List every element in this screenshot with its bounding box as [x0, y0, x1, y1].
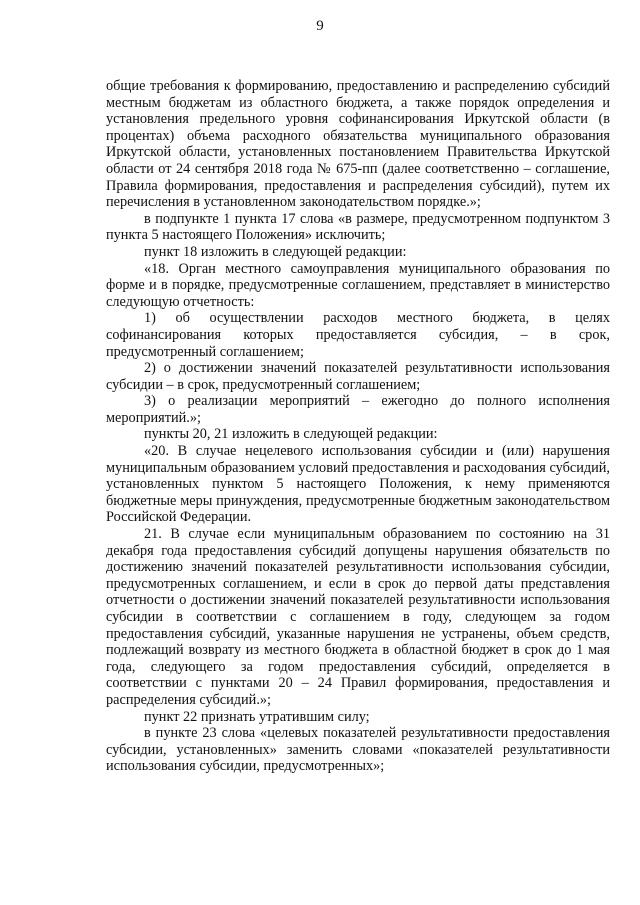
document-body — [106, 78, 610, 775]
paragraph-4: «18. Орган местного самоуправления муниципального образования по форме и в порядке, предусмотренные соглашением, представляет в министерство следующую отчетность: — [106, 260, 610, 310]
paragraph-12: в пункте 23 слова «целевых показателей результативности предоставления субсидии, установленных» заменить словами «показателей результативности использования субсидии, предусмотренных»; — [106, 725, 610, 775]
paragraph-3: пункт 18 изложить в следующей редакции: — [144, 243, 407, 260]
paragraph-2: в подпункте 1 пункта 17 слова «в размере, предусмотренном подпунктом 3 пункта 5 настоящего Положения» исключить; — [106, 210, 610, 244]
paragraph-5: 1) об осуществлении расходов местного бюджета, в целях софинансирования которых предоставляется субсидия, – в срок, предусмотренный соглашением; — [106, 310, 610, 360]
paragraph-8: пункты 20, 21 изложить в следующей редакции: — [144, 426, 438, 443]
page-number: 9 — [316, 18, 324, 34]
paragraph-10: 21. В случае если муниципальным образованием по состоянию на 31 декабря года предоставления субсидий допущены нарушения обязательств по достижению значений показателей результативности использования субсидии, предусмотренных соглашением, и если в срок до первой даты представления отчетности о достижении значений показателей результативности использования субсидии в соответствии с соглашением в году, следующем за годом предоставления субсидий, указанные нарушения не устранены, объем средств, подлежащий возврату из местного бюджета в областной бюджет в срок до 1 мая года, следующего за годом предоставления субсидий, определяется в соответствии с пунктами 20 – 24 Правил формирования, предоставления и распределения субсидий.»; — [106, 526, 610, 708]
paragraph-6: 2) о достижении значений показателей результативности использования субсидии – в срок, предусмотренный соглашением; — [106, 360, 610, 393]
paragraph-9: «20. В случае нецелевого использования субсидии и (или) нарушения муниципальным образованием условий предоставления и расходования субсидий, установленных пунктом 5 настоящего Положения, к нему применяются бюджетные меры принуждения, предусмотренные бюджетным законодательством Российской Федерации. — [106, 443, 610, 526]
paragraph-1: общие требования к формированию, предоставлению и распределению субсидий местным бюджетам из областного бюджета, а также порядок определения и установления предельного уровня софинансирования Иркутской области (в процентах) объема расходного обязательства муниципального образования Иркутской области, установленных постановлением Правительства Иркутской области от 24 сентября 2018 года № 675-пп (далее соответственно – соглашение, Правила формирования, предоставления и распределения субсидий), путем их перечисления в установленном законодательством порядке.»; — [106, 78, 610, 211]
paragraph-7: 3) о реализации мероприятий – ежегодно до полного исполнения мероприятий.»; — [106, 393, 610, 426]
paragraph-11: пункт 22 признать утратившим силу; — [144, 708, 370, 725]
